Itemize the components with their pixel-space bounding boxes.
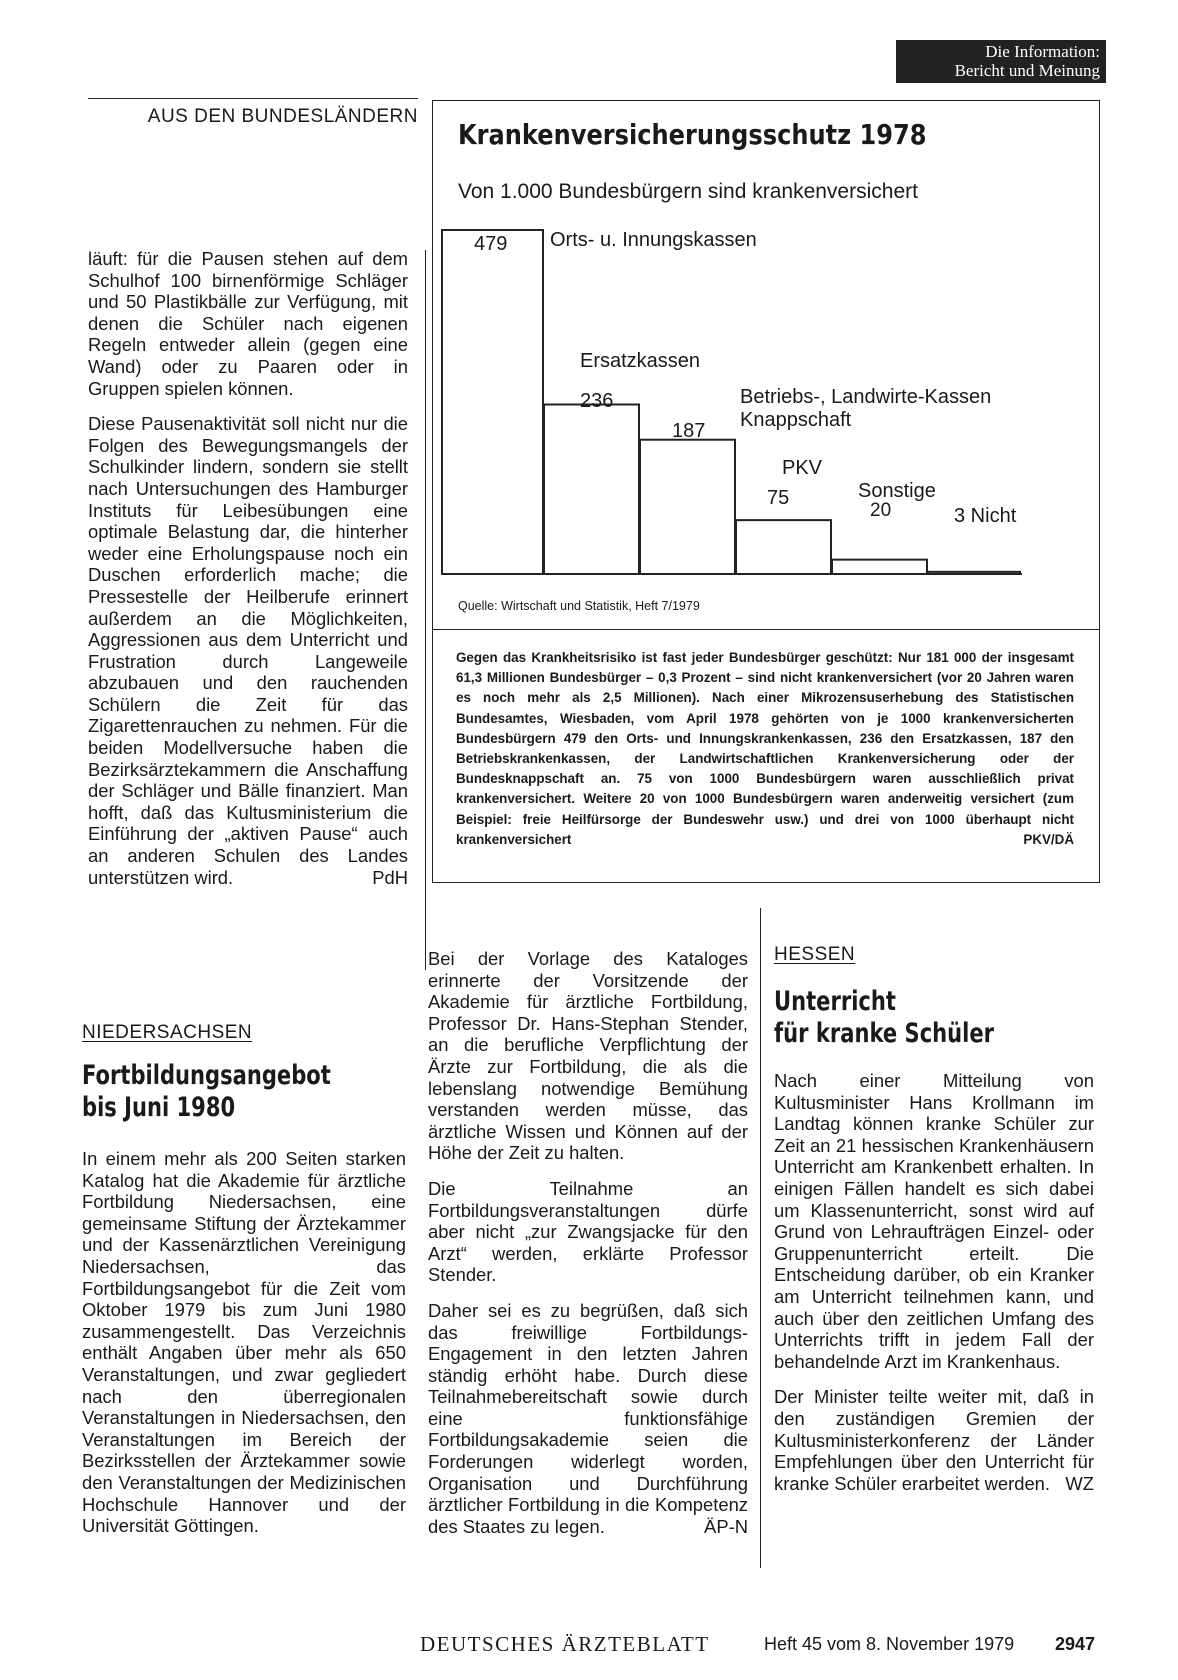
bar-5 bbox=[928, 572, 1020, 574]
column-divider-middle bbox=[760, 908, 761, 1568]
middle-paragraph-2: Die Teilnahme an Fortbildungsveranstaltungen dürfe aber nicht „zur Zwangsjacke für den Arzt“ werden, erklärte Professor Stender. bbox=[428, 1177, 748, 1286]
chart-source: Quelle: Wirtschaft und Statistik, Heft 7/1979 bbox=[458, 599, 700, 613]
section-tag-line1: Die Information: bbox=[985, 42, 1100, 61]
bar-category-label-3: PKV bbox=[782, 457, 823, 479]
hessen-headline bbox=[774, 986, 994, 1050]
hessen-label: HESSEN bbox=[774, 944, 856, 965]
bar-category-label-1: Ersatzkassen bbox=[580, 350, 701, 372]
chart-title: Krankenversicherungsschutz 1978 bbox=[458, 118, 927, 151]
hessen-paragraph-2-text: Der Minister teilte weiter mit, daß in den zuständigen Gremien der Kultusministerkonferenz der Länder Empfehlungen über den Unterricht für kranke Schüler erarbeitet werden. bbox=[774, 1386, 1094, 1494]
bar-category-label-4: Sonstige bbox=[858, 480, 936, 502]
middle-paragraph-3-text: Daher sei es zu begrüßen, daß sich das freiwillige Fortbildungs-Engagement in den letzten Jahren ständig erhöht habe. Durch diese Teilnahmebereitschaft sowie durch eine funktionsfähige Fortbildungsakademie seien die Forderungen widerlegt worden, Organisation und Durchführung ärztlicher Fortbildung in die Kompetenz des Staates zu legen. bbox=[428, 1299, 748, 1537]
bar-value-label-4: 20 bbox=[870, 500, 892, 521]
bar-4 bbox=[832, 560, 927, 574]
bar-value-label-2: 187 bbox=[672, 420, 706, 442]
hessen-signature: WZ bbox=[1065, 1472, 1094, 1494]
left-paragraph-1: läuft: für die Pausen stehen auf dem Schulhof 100 birnenförmige Schläger und 50 Plastikbälle zur Verfügung, mit denen die Schüler nach eigenen Regeln entweder allein (gegen eine Wand) oder zu Paaren oder in Gruppen spielen können. bbox=[88, 248, 408, 399]
column-divider-left bbox=[425, 250, 426, 970]
bar-category-label-extra: Knappschaft bbox=[740, 409, 852, 431]
left-paragraph-2 bbox=[88, 413, 408, 888]
niedersachsen-headline-line1: Fortbildungsangebot bbox=[82, 1060, 331, 1091]
middle-paragraph-3 bbox=[428, 1300, 748, 1538]
footer-issue: Heft 45 vom 8. November 1979 bbox=[764, 1634, 1015, 1654]
bar-value-label-0: 479 bbox=[474, 233, 508, 255]
section-heading: AUS DEN BUNDESLÄNDERN bbox=[147, 106, 418, 127]
bar-value-label-1: 236 bbox=[580, 390, 614, 412]
niedersachsen-paragraph: In einem mehr als 200 Seiten starken Katalog hat die Akademie für ärztliche Fortbildung Niedersachsen, eine gemeinsame Stiftung der Ärztekammer und der Kassenärztlichen Vereinigung Niedersachsen, das Fortbildungsangebot für die Zeit vom Oktober 1979 bis zum Juni 1980 zusammengestellt. Das Verzeichnis enthält Angaben über mehr als 650 Veranstaltungen, und zwar gegliedert nach den überregionalen Veranstaltungen in Niedersachsen, den Veranstaltungen im Bereich der Bezirksstellen der Ärztekammer sowie den Veranstaltungen der Medizinischen Hochschule Hannover und der Universität Göttingen. bbox=[82, 1148, 406, 1537]
bar-category-label-0: Orts- u. Innungskassen bbox=[550, 229, 757, 251]
left-signature: PdH bbox=[372, 866, 408, 888]
left-column-text bbox=[88, 248, 408, 902]
middle-signature: ÄP-N bbox=[704, 1515, 748, 1537]
section-tag-line2: Bericht und Meinung bbox=[954, 61, 1100, 80]
bar-2 bbox=[640, 440, 735, 574]
section-tag bbox=[896, 40, 1106, 83]
niedersachsen-headline bbox=[82, 1060, 331, 1124]
middle-paragraph-1: Bei der Vorlage des Kataloges erinnerte der Vorsitzende der Akademie für ärztliche Fortbildung, Professor Dr. Hans-Stephan Stender, an die berufliche Verpflichtung der Ärzte zur Fortbildung, die als die lebenslang notwendige Bemühung verstanden werden müsse, das ärztliche Wissen und Können auf der Höhe der Zeit zu halten. bbox=[428, 948, 748, 1164]
info-box-text bbox=[456, 648, 1074, 850]
niedersachsen-headline-line2: bis Juni 1980 bbox=[82, 1092, 236, 1123]
bar-chart bbox=[432, 100, 1100, 630]
niedersachsen-label: NIEDERSACHSEN bbox=[82, 1022, 253, 1043]
hessen-paragraph-1: Nach einer Mitteilung von Kultusminister Hans Krollmann im Landtag können kranke Schüler zur Zeit an 21 hessischen Krankenhäusern Unterricht am Krankenbett erhalten. In einigen Fällen handelt es sich dabei um Klassenunterricht, sonst wird auf Grund von Lehraufträgen Einzel- oder Gruppenunterricht erteilt. Die Entscheidung darüber, ob ein Kranker am Unterricht teilnehmen kann, und auch über den zeitlichen Umfang des Unterrichts trifft in jedem Fall der behandelnde Arzt im Krankenhaus. bbox=[774, 1070, 1094, 1372]
info-box-signature: PKV/DÄ bbox=[1023, 831, 1074, 847]
info-box-body: Gegen das Krankheitsrisiko ist fast jeder Bundesbürger geschützt: Nur 181 000 der insgesamt 61,3 Millionen Bundesbürger – 0,3 Prozent – sind nicht krankenversichert (vor 20 Jahren waren es noch mehr als 2,5 Millionen). Nach einer Mikrozensuserhebung des Statistischen Bundesamtes, Wiesbaden, vom April 1978 gehörten von je 1000 krankenversicherten Bundesbürgern 479 den Orts- und Innungskrankenkassen, 236 den Ersatzkassen, 187 den Betriebskrankenkassen, der Landwirtschaftlichen Krankenversicherung oder der Bundesknappschaft an. 75 von 1000 Bundesbürgern waren ausschließlich privat krankenversichert. Weitere 20 von 1000 Bundesbürgern waren anderweitig versichert (zum Beispiel: freie Heilfürsorge der Bundeswehr usw.) und drei von 1000 überhaupt nicht krankenversichert bbox=[456, 650, 1074, 847]
bar-value-label-3: 75 bbox=[767, 487, 790, 509]
hessen-text bbox=[774, 1070, 1094, 1508]
footer-page-number: 2947 bbox=[1055, 1634, 1096, 1654]
bar-3 bbox=[736, 520, 831, 574]
bar-1 bbox=[544, 405, 639, 574]
bar-0 bbox=[442, 230, 543, 574]
left-paragraph-2-text: Diese Pausenaktivität soll nicht nur die Folgen des Bewegungsmangels der Schulkinder lindern, sondern sie stellt nach Untersuchungen des Hamburger Instituts für Leibesübungen eine optimale Belastung dar, die hinterher weder eine Erholungspause noch ein Duschen erforderlich mache; die Pressestelle der Heilberufe erinnert außerdem an die Möglichkeiten, Aggressionen aus dem Unterricht und Frustration durch Langeweile abzubauen und den rauchenden Schülern die Zeit für das Zigarettenrauchen zu nehmen. Für die beiden Modellversuche haben die Bezirksärztekammern die Anschaffung der Schläger und Bälle finanziert. Man hofft, daß das Kultusministerium die Einführung der „aktiven Pause“ auch an anderen Schulen des Landes unterstützen wird. bbox=[88, 413, 408, 888]
bar-category-label-2: Betriebs-, Landwirte-Kassen bbox=[740, 386, 992, 408]
hessen-headline-line2: für kranke Schüler bbox=[774, 1018, 995, 1049]
footer-journal: DEUTSCHES ÄRZTEBLATT bbox=[420, 1632, 710, 1656]
middle-column-text bbox=[428, 948, 748, 1551]
bar-category-label-5: 3 Nicht bbox=[954, 505, 1017, 527]
section-rule bbox=[88, 98, 418, 99]
niedersachsen-text bbox=[82, 1148, 406, 1551]
hessen-headline-line1: Unterricht bbox=[774, 986, 896, 1017]
hessen-paragraph-2 bbox=[774, 1386, 1094, 1494]
chart-subtitle: Von 1.000 Bundesbürgern sind krankenversichert bbox=[458, 180, 918, 203]
